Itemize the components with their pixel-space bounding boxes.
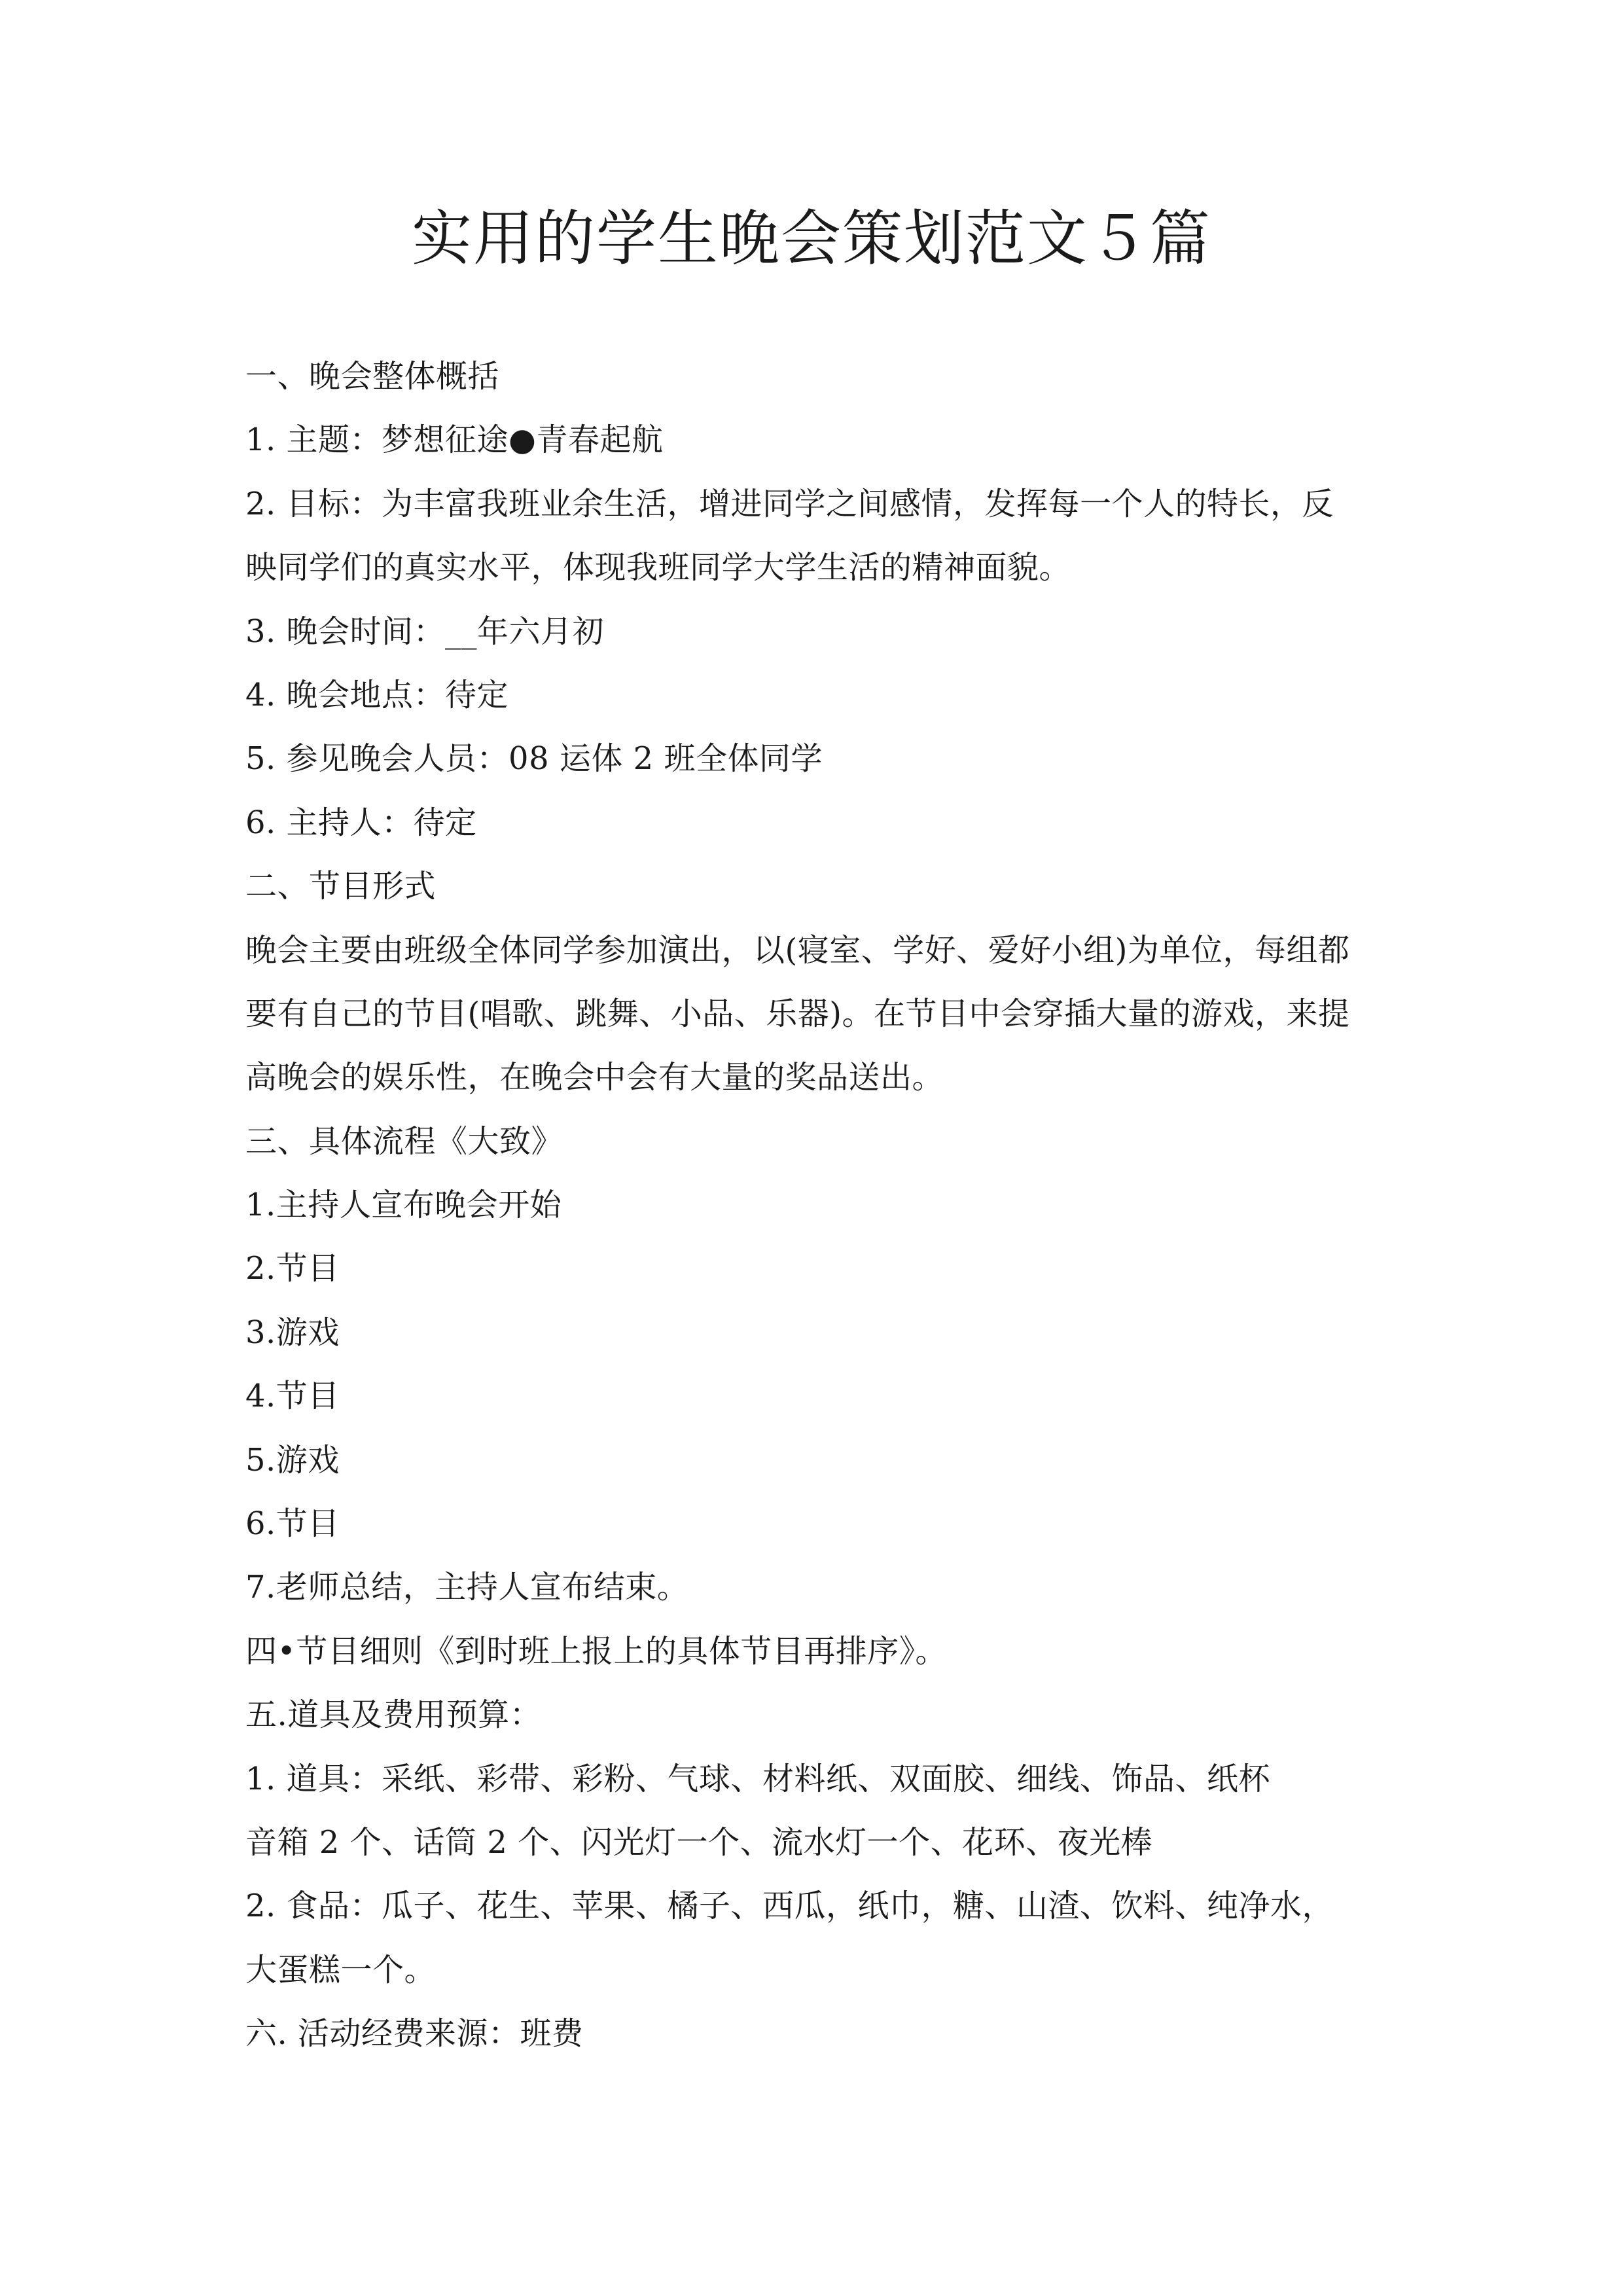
item-location: 4. 晚会地点：待定 xyxy=(245,676,509,713)
process-step: 6.节目 xyxy=(245,1505,340,1543)
item-theme: 1. 主题：梦想征途●青春起航 xyxy=(245,422,664,459)
section-heading-overview: 一、晚会整体概括 xyxy=(245,358,500,395)
paragraph-line: 要有自己的节目(唱歌、跳舞、小品、乐器)。在节目中会穿插大量的游戏，来提 xyxy=(245,995,1350,1032)
item-food-continued: 大蛋糕一个。 xyxy=(245,1951,437,1988)
paragraph-line: 晚会主要由班级全体同学参加演出，以(寝室、学好、爱好小组)为单位，每组都 xyxy=(245,931,1350,969)
item-goal: 2. 目标：为丰富我班业余生活，增进同学之间感情，发挥每一个人的特长，反 xyxy=(245,485,1334,522)
section-heading-process: 三、具体流程《大致》 xyxy=(245,1122,563,1160)
section-heading-funding: 六. 活动经费来源：班费 xyxy=(245,2015,584,2053)
section-heading-budget: 五.道具及费用预算： xyxy=(245,1696,542,1734)
process-step: 2.节目 xyxy=(245,1250,340,1287)
item-time: 3. 晚会时间：__年六月初 xyxy=(245,613,605,650)
item-host: 6. 主持人：待定 xyxy=(245,804,477,841)
item-props: 1. 道具：采纸、彩带、彩粉、气球、材料纸、双面胶、细线、饰品、纸杯 xyxy=(245,1760,1271,1797)
section-heading-program-details: 四•节目细则《到时班上报上的具体节目再排序》。 xyxy=(245,1632,947,1670)
process-step: 3.游戏 xyxy=(245,1314,340,1351)
document-body xyxy=(245,345,1391,2066)
item-goal-continued: 映同学们的真实水平，体现我班同学大学生活的精神面貌。 xyxy=(245,549,1071,586)
process-step: 1.主持人宣布晚会开始 xyxy=(245,1187,562,1224)
process-step: 5.游戏 xyxy=(245,1441,340,1479)
item-props-continued: 音箱 2 个、话筒 2 个、闪光灯一个、流水灯一个、花环、夜光棒 xyxy=(245,1823,1153,1861)
section-heading-format: 二、节目形式 xyxy=(245,868,437,905)
process-step: 7.老师总结，主持人宣布结束。 xyxy=(245,1569,689,1606)
item-food: 2. 食品：瓜子、花生、苹果、橘子、西瓜，纸巾，糖、山渣、饮料、纯净水， xyxy=(245,1888,1334,1925)
document-title: 实用的学生晚会策划范文５篇 xyxy=(411,204,1211,274)
paragraph-line: 高晚会的娱乐性，在晚会中会有大量的奖品送出。 xyxy=(245,1059,944,1096)
process-step: 4.节目 xyxy=(245,1378,340,1415)
item-attendees: 5. 参见晚会人员：08 运体 2 班全体同学 xyxy=(245,740,823,778)
